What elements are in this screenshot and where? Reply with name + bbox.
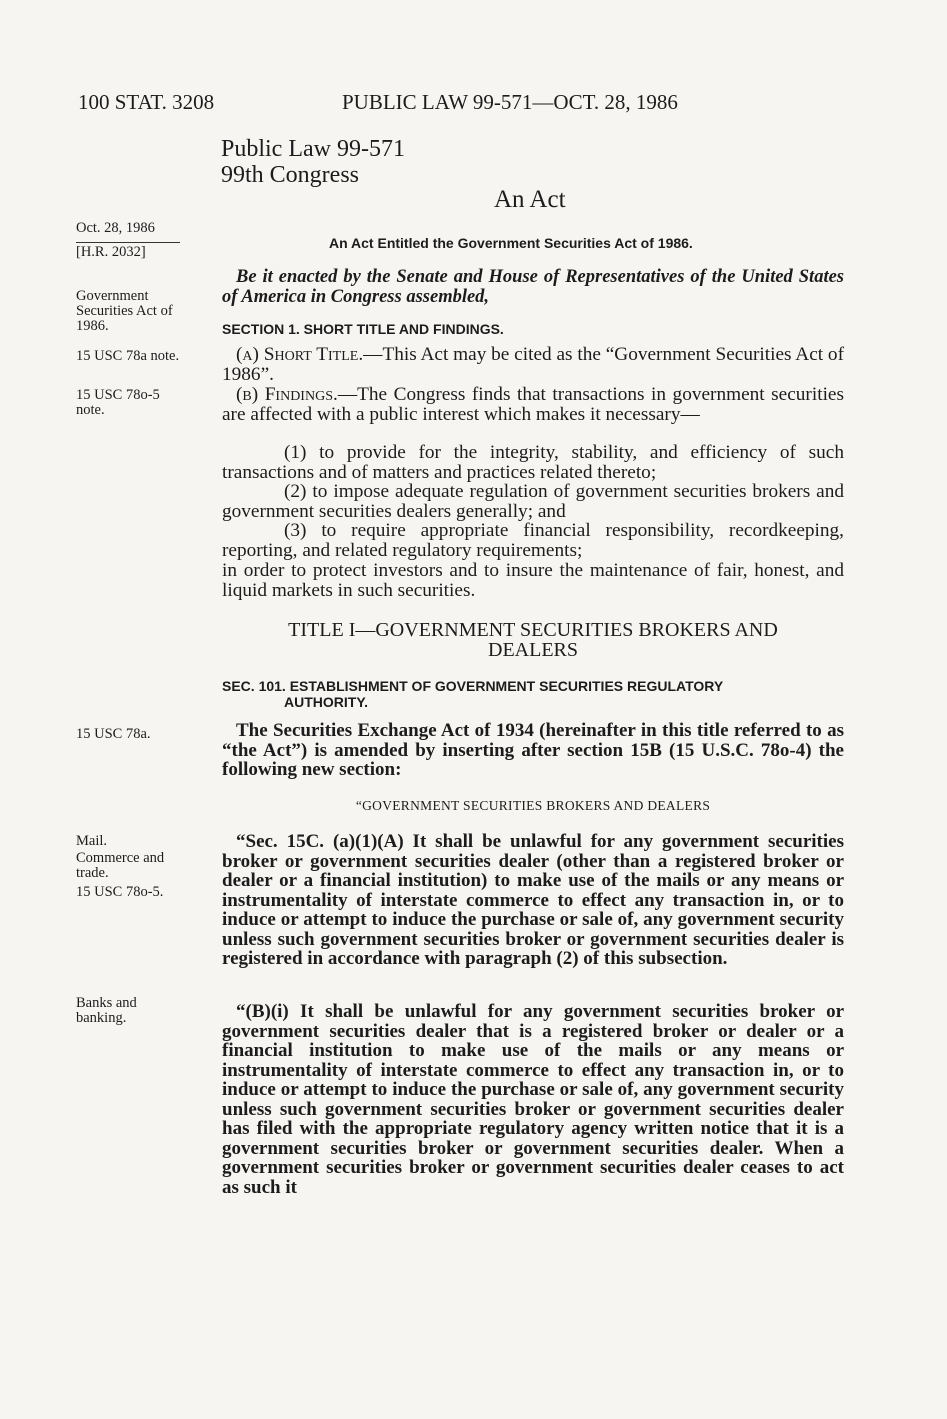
section-1-heading: SECTION 1. SHORT TITLE AND FINDINGS. <box>222 321 504 337</box>
margin-usc-78o5: 15 USC 78o-5. <box>76 884 164 900</box>
section-101-heading-line2: AUTHORITY. <box>284 694 368 710</box>
findings-text: —The Congress finds that transactions in government securities are affected with a public interest which makes it necessary— <box>222 384 844 425</box>
act-entitled: An Act Entitled the Government Securities Act of 1986. <box>329 235 693 251</box>
amendment-paragraph: The Securities Exchange Act of 1934 (hereinafter in this title referred to as “the Act”) is amended by inserting after section 15B (15 U.S.C. 78o-4) the following new section: <box>222 720 844 780</box>
section-101-heading-line1: SEC. 101. ESTABLISHMENT OF GOVERNMENT SECURITIES REGULATORY <box>222 678 724 694</box>
running-head: PUBLIC LAW 99-571—OCT. 28, 1986 <box>342 90 678 114</box>
enacting-clause: Be it enacted by the Senate and House of Representatives of the United States of America in Congress assembled, <box>222 267 844 307</box>
margin-usc-78a: 15 USC 78a. <box>76 726 151 742</box>
short-title-paragraph <box>222 345 844 384</box>
findings-label: (b) Findings. <box>236 384 338 405</box>
new-section-heading: “GOVERNMENT SECURITIES BROKERS AND DEALERS <box>355 798 711 813</box>
finding-item-3: (3) to require appropriate financial responsibility, recordkeeping, reporting, and related regulatory requirements; <box>222 520 844 561</box>
margin-usc-78a-note: 15 USC 78a note. <box>76 348 180 364</box>
margin-bill-number: [H.R. 2032] <box>76 242 180 260</box>
an-act-heading: An Act <box>494 186 566 213</box>
findings-paragraph <box>222 385 844 424</box>
public-law-number: Public Law 99-571 <box>221 136 405 162</box>
short-title-label: (a) Short Title. <box>236 344 364 365</box>
margin-short-title: Government Securities Act of 1986. <box>76 288 173 334</box>
finding-item-2: (2) to impose adequate regulation of government securities brokers and government securities dealers generally; and <box>222 481 844 522</box>
title-1-heading-line2: DEALERS <box>488 639 578 661</box>
in-order-clause: in order to protect investors and to insure the maintenance of fair, honest, and liquid markets in such securities. <box>222 560 844 601</box>
margin-commerce: Commerce and trade. <box>76 850 165 881</box>
congress-label: 99th Congress <box>221 162 359 188</box>
margin-mail: Mail. <box>76 833 108 849</box>
margin-date: Oct. 28, 1986 <box>76 220 155 236</box>
title-1-heading <box>222 620 844 660</box>
title-1-heading-line1: TITLE I—GOVERNMENT SECURITIES BROKERS AND <box>288 619 778 641</box>
subparagraph-b-i-text: “(B)(i) It shall be unlawful for any government securities broker or government securities dealer that is a registered broker or dealer or a financial institution to make use of the mails or any means or instrumentality of interstate commerce to effect any transaction in, or to induce or attempt to induce the purchase or sale of, any government security unless such government securities broker or government securities dealer has filed with the appropriate regulatory agency written notice that it is a government securities broker or government securities dealer. When a government securities broker or government securities dealer ceases to act as such it <box>222 1001 844 1198</box>
finding-item-1: (1) to provide for the integrity, stability, and efficiency of such transactions and of matters and practices related thereto; <box>222 442 844 483</box>
page-number: 100 STAT. 3208 <box>78 90 215 114</box>
section-15c-text: “Sec. 15C. (a)(1)(A) It shall be unlawful for any government securities broker or government securities dealer (other than a registered broker or dealer or a financial institution) to make use of the mails or any means or instrumentality of interstate commerce to effect any transaction in, or to induce or attempt to induce the purchase or sale of, any government security unless such government securities broker or government securities dealer is registered in accordance with paragraph (2) of this subsection. <box>222 831 844 969</box>
margin-banks: Banks and banking. <box>76 995 137 1026</box>
short-title-text: —This Act may be cited as the “Government Securities Act of 1986”. <box>222 344 844 385</box>
section-101-heading <box>222 678 844 710</box>
margin-usc-78o5-note: 15 USC 78o-5 note. <box>76 387 160 418</box>
